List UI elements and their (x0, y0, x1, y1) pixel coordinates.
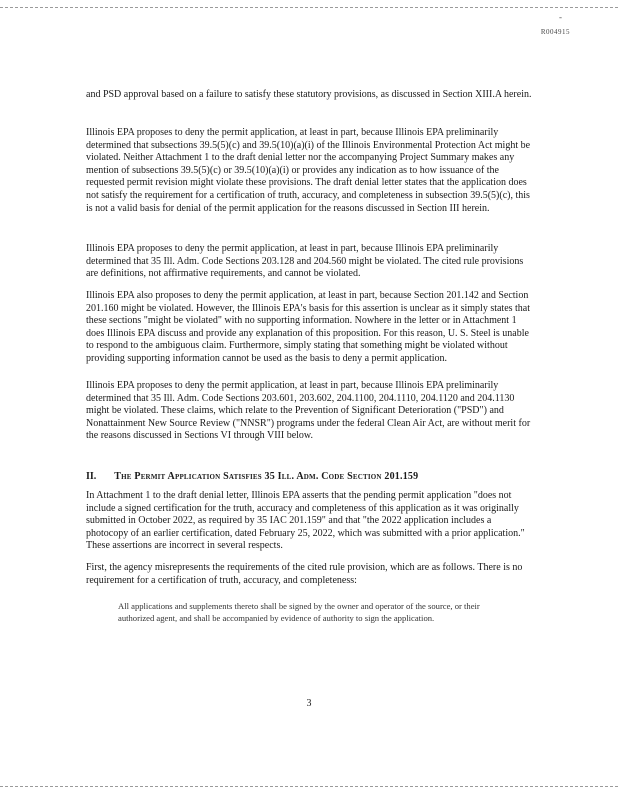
paragraph-39-5: Illinois EPA proposes to deny the permit application, at least in part, because Illinois EPA preliminarily determined that subsections 39.5(5)(c) and 39.5(10)(a)(i) of the Illinois Environmental Protection Act might be violated. Neither Attachment 1 to the draft denial letter nor the accompanying Project Summary makes any mention of subsections 39.5(5)(c) or 39.5(10)(a)(i) or provides any indication as to how issuance of the requested permit revision might violate these provisions. The draft denial letter states that the application does not satisfy the requirement for a certification of truth, accuracy, and completeness in subsection 39.5(5)(c), this is not a valid basis for denial of the permit application for the reasons discussed in Section III herein. (86, 127, 531, 214)
paragraph-201-142: Illinois EPA also proposes to deny the permit application, at least in part, because Section 201.142 and Section 201.160 might be violated. However, the Illinois EPA's basis for this assertion is unclear as it simply states that these sections "might be violated" with no supporting information. Nowhere in the letter or in Attachment 1 does Illinois EPA discuss and provide any explanation of this proposition. For this reason, U. S. Steel is unable to respond to the ambiguous claim. Furthermore, simply stating that something might be violated without providing supporting information cannot be used as the basis to deny a permit application. (86, 290, 531, 364)
paragraph-definitions: Illinois EPA proposes to deny the permit application, at least in part, because Illinois EPA preliminarily determined that 35 Ill. Adm. Code Sections 203.128 and 204.560 might be violated. The cited rule provisions are definitions, not affirmative requirements, and cannot be violated. (86, 243, 524, 280)
paragraph-attachment-1: In Attachment 1 to the draft denial letter, Illinois EPA asserts that the pending permit application "does not include a signed certification for the truth, accuracy and completeness of this application as it was originally submitted in October 2022, as required by 35 IAC 201.159" and that "the 2022 application includes a photocopy of an earlier certification, dated February 25, 2022, which was submitted with a prior application." These assertions are incorrect in several respects. (86, 490, 525, 552)
paragraph-continuation: and PSD approval based on a failure to satisfy these statutory provisions, as discussed in Section XIII.A herein. (86, 89, 532, 100)
bottom-dashed-rule (0, 786, 618, 787)
section-number: II. (86, 471, 97, 482)
bates-number: R004915 (540, 28, 570, 36)
page-number: 3 (306, 698, 312, 709)
section-heading (86, 471, 418, 482)
top-dashed-rule (0, 7, 618, 8)
paragraph-psd-nnsr: Illinois EPA proposes to deny the permit application, at least in part, because Illinois EPA preliminarily determined that 35 Ill. Adm. Code Sections 203.601, 203.602, 204.1100, 204.1110, 204.1120 and 204.1130 might be violated. These claims, which relate to the Prevention of Significant Deterioration ("PSD") and Nonattainment New Source Review ("NNSR") programs under the federal Clean Air Act, are without merit for the reasons discussed in Sections VI through VIII below. (86, 380, 531, 442)
corner-mark: - (559, 12, 562, 22)
paragraph-first-misrepresents: First, the agency misrepresents the requirements of the cited rule provision, which are as follows. There is no requirement for a certification of truth, accuracy, and completeness: (86, 562, 523, 586)
block-quote: All applications and supplements thereto shall be signed by the owner and operator of the source, or their authorized agent, and shall be accompanied by evidence of authority to sign the application. (118, 601, 480, 623)
section-title: The Permit Application Satisfies 35 Ill. Adm. Code Section 201.159 (114, 471, 419, 482)
